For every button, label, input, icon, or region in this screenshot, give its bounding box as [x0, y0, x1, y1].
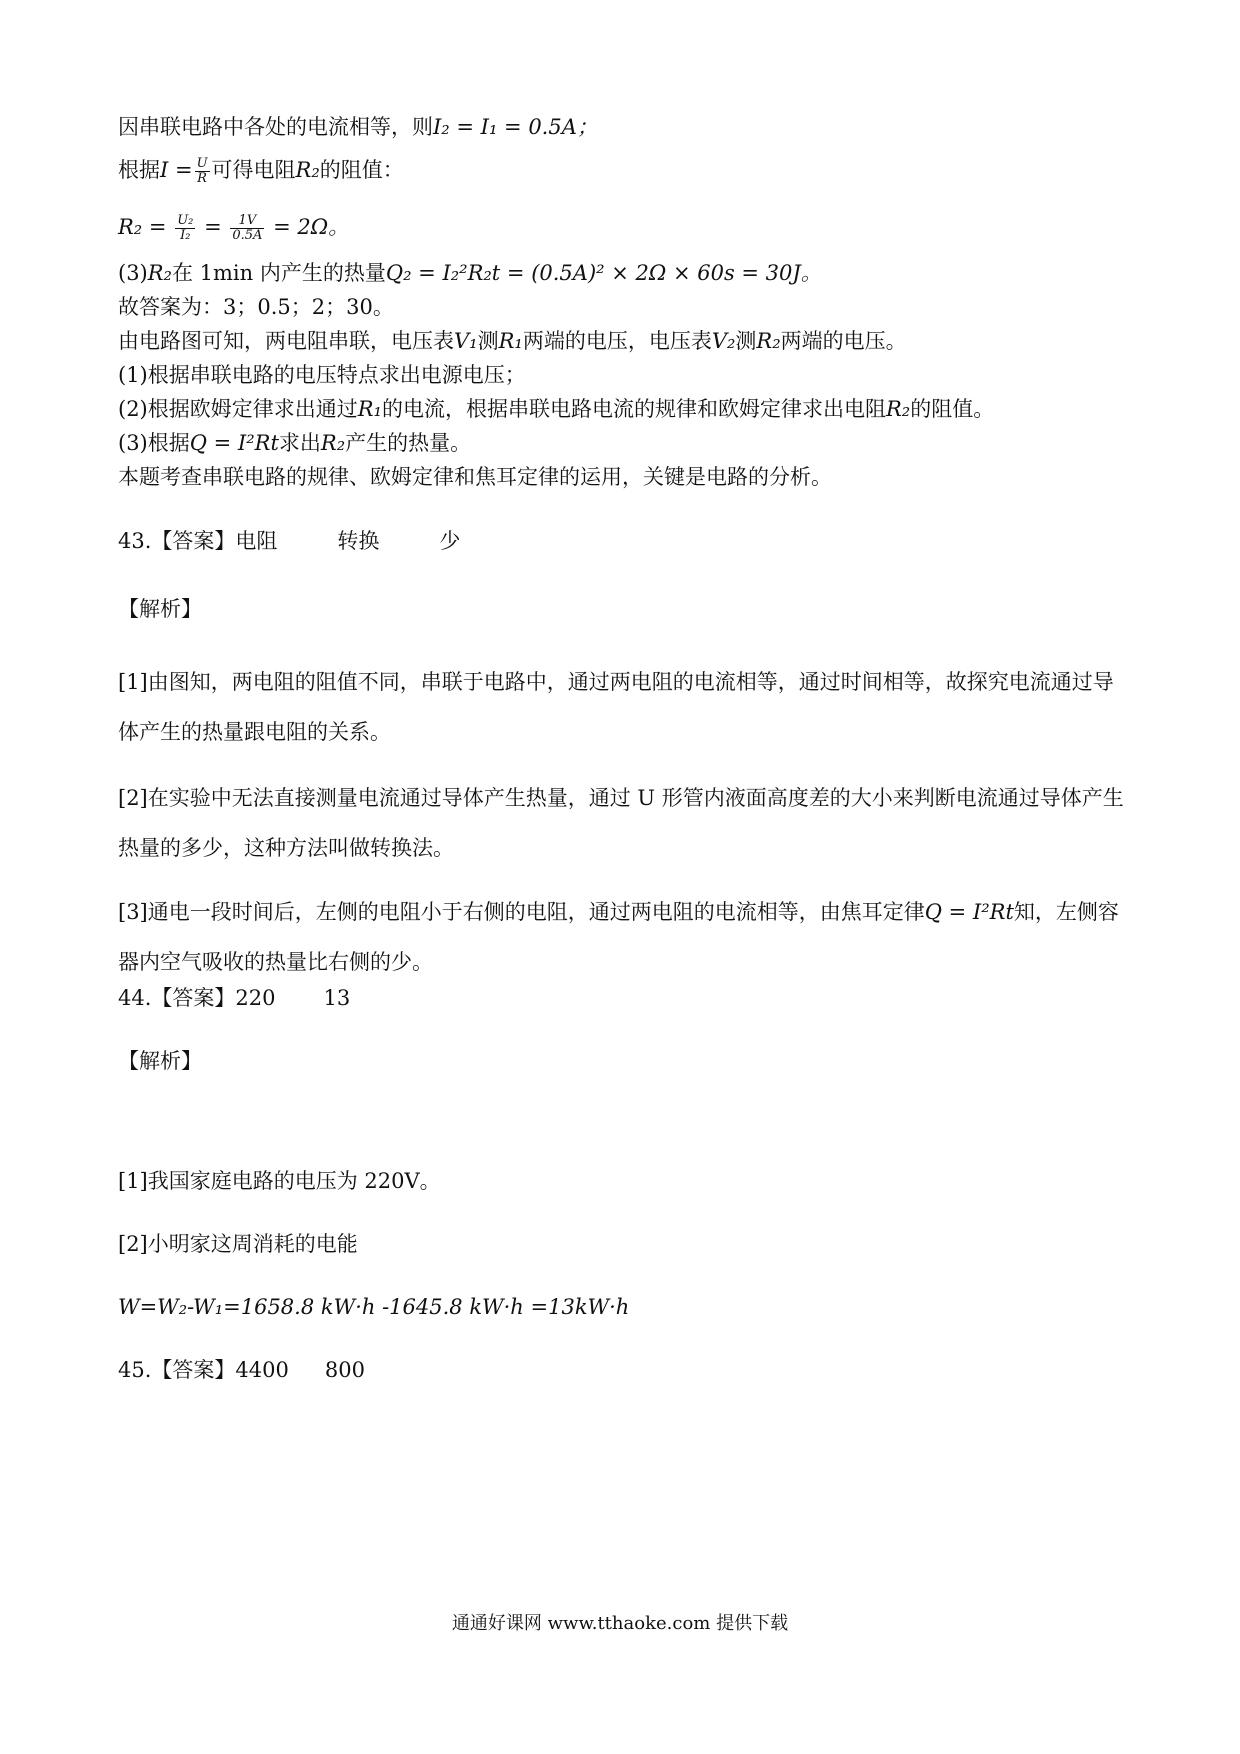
text-span: 因串联电路中各处的电流相等，则	[118, 115, 433, 139]
math-expression: Q = I²Rt	[924, 900, 1014, 924]
answer-item: 转换	[337, 529, 380, 553]
text-line: (1)根据串联电路的电压特点求出电源电压；	[118, 363, 526, 387]
text-line	[118, 428, 471, 458]
text-line	[118, 112, 598, 142]
formula-line	[118, 1292, 629, 1322]
answer-item: 13	[323, 986, 351, 1010]
text-span: 由电路图可知，两电阻串联，电压表	[118, 329, 454, 353]
math-symbol: R₂	[295, 158, 320, 182]
text-span: (3)	[118, 261, 148, 285]
math-symbol: R₂	[320, 431, 346, 455]
answer-item: 4400	[235, 1358, 289, 1382]
answer-label: 43.【答案】	[118, 529, 236, 553]
paragraph: [1]由图知，两电阻的阻值不同，串联于电路中，通过两电阻的电流相等，通过时间相等，故探究电流通过导体产生的热量跟电阻的关系。	[118, 670, 1114, 744]
text-span: 知，左侧容器内空气吸收的热量比右侧的少。	[118, 900, 1119, 974]
math-symbol: V₂	[711, 329, 736, 353]
text-line	[118, 258, 822, 288]
text-span: 的电流，根据串联电路电流的规律和欧姆定律求出电阻	[381, 397, 886, 421]
text-span: 两端的电压。	[780, 329, 907, 353]
math-expression: =	[204, 215, 222, 239]
math-symbol: R₂	[756, 329, 781, 353]
text-span: 求出	[278, 431, 321, 455]
paragraph: [2]在实验中无法直接测量电流通过导体产生热量，通过 U 形管内液面高度差的大小来判断电流通过导体产生热量的多少，这种方法叫做转换法。	[118, 786, 1124, 860]
text-span: 的阻值：	[319, 158, 404, 182]
text-span: 的阻值。	[910, 397, 995, 421]
fraction	[195, 157, 210, 186]
text-span: 可得电阻	[211, 158, 296, 182]
math-expression: Q = I²Rt	[189, 431, 279, 455]
text-span: 根据	[118, 158, 160, 182]
fraction-numerator: U₂	[177, 213, 194, 228]
text-span: 测	[477, 329, 499, 353]
paragraph	[118, 887, 1128, 987]
text-span: [3]通电一段时间后，左侧的电阻小于右侧的电阻，通过两电阻的电流相等，由焦耳定律	[118, 900, 925, 924]
math-symbol: R₂	[147, 261, 172, 285]
answer-label: 45.【答案】	[118, 1358, 236, 1382]
text-line	[118, 326, 907, 356]
paragraph: [2]小明家这周消耗的电能	[118, 1232, 358, 1256]
answer-line-43	[118, 526, 460, 556]
text-span: 在 1min 内产生的热量	[171, 261, 386, 285]
math-symbol: R₂	[885, 397, 911, 421]
answer-line-45	[118, 1355, 365, 1385]
math-expression: I =	[160, 158, 193, 182]
math-expression: W=W₂-W₁=1658.8 kW·h -1645.8 kW·h =13kW·h	[118, 1295, 630, 1319]
text-span: (2)根据欧姆定律求出通过	[118, 397, 358, 421]
math-symbol: R₁	[498, 329, 523, 353]
answer-label: 44.【答案】	[118, 986, 236, 1010]
math-expression: Q₂ = I₂²R₂t = (0.5A)² × 2Ω × 60s = 30J。	[385, 261, 822, 285]
math-expression: = 2Ω。	[273, 215, 350, 239]
text-span: 测	[735, 329, 757, 353]
page-footer: 通通好课网 www.tthaoke.com 提供下载	[451, 1613, 789, 1634]
text-line	[118, 155, 404, 186]
math-symbol: V₁	[454, 329, 478, 353]
fraction	[175, 214, 195, 243]
math-expression: I₂ = I₁ = 0.5A；	[433, 115, 598, 139]
text-line: 本题考查串联电路的规律、欧姆定律和焦耳定律的运用，关键是电路的分析。	[118, 465, 832, 489]
answer-item: 电阻	[235, 529, 278, 553]
text-line: 故答案为：3；0.5；2；30。	[118, 295, 394, 319]
formula-line	[118, 212, 349, 243]
answer-item: 220	[235, 986, 276, 1010]
fraction-denominator: I₂	[180, 228, 191, 243]
fraction-denominator: R	[197, 171, 207, 186]
answer-item: 800	[324, 1358, 365, 1382]
math-expression: R₂ =	[118, 215, 167, 239]
text-line	[118, 394, 994, 424]
math-symbol: R₁	[357, 397, 382, 421]
text-span: (3)根据	[118, 431, 190, 455]
fraction-denominator: 0.5A	[232, 228, 263, 243]
fraction-numerator: U	[196, 156, 208, 171]
fraction-numerator: 1V	[230, 214, 264, 229]
fraction	[230, 214, 264, 243]
analysis-label: 【解析】	[118, 1049, 202, 1073]
text-span: 两端的电压，电压表	[522, 329, 712, 353]
answer-line-44	[118, 983, 350, 1013]
text-span: 产生的热量。	[345, 431, 472, 455]
answer-item: 少	[439, 529, 461, 553]
paragraph: [1]我国家庭电路的电压为 220V。	[118, 1169, 441, 1193]
analysis-label: 【解析】	[118, 597, 202, 621]
